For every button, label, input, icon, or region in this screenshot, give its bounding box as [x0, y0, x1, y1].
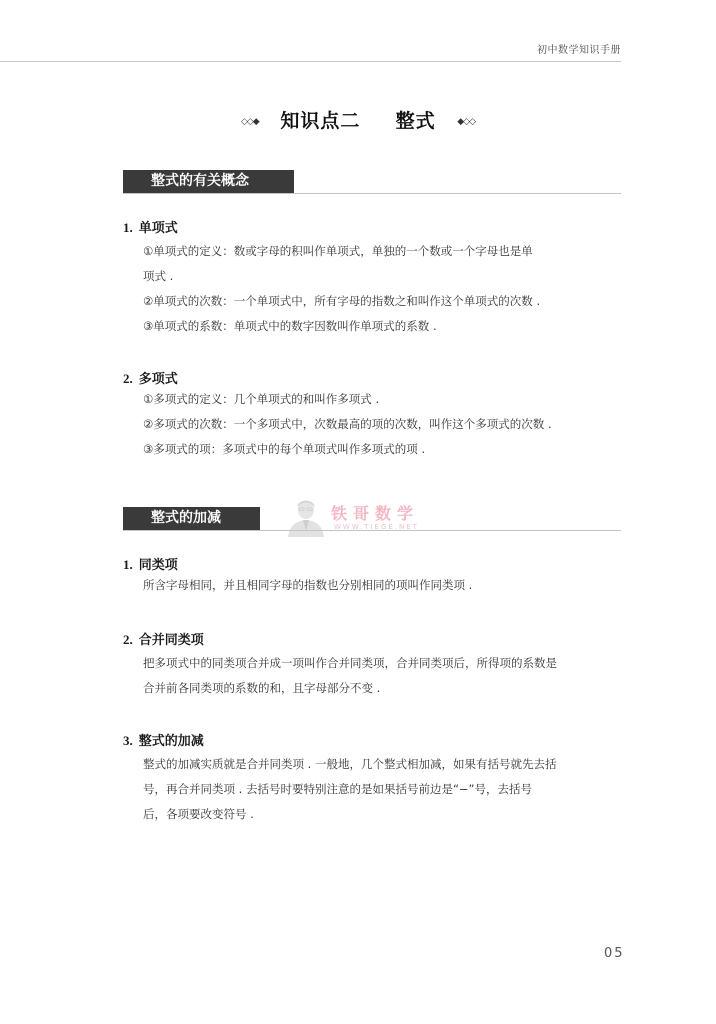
item-line: 把多项式中的同类项合并成一项叫作合并同类项，合并同类项后，所得项的系数是	[143, 656, 557, 670]
item-line: 号，再合并同类项 . 去括号时要特别注意的是如果括号前边是“−”号，去括号	[143, 782, 533, 796]
section-title: 整式的加减	[123, 507, 260, 530]
item-number: 1.	[123, 557, 133, 572]
item-heading	[123, 369, 623, 389]
section-header-addition-subtraction	[123, 507, 621, 531]
item-line: ①多项式的定义：几个单项式的和叫作多项式 .	[143, 392, 380, 406]
item-heading	[123, 218, 623, 238]
item-heading	[123, 731, 623, 751]
item-line: 后，各项要改变符号 .	[143, 807, 254, 821]
running-header	[0, 0, 621, 62]
watermark-text: 铁哥数学	[331, 504, 420, 523]
item-line: ②单项式的次数：一个单项式中，所有字母的指数之和叫作这个单项式的次数 .	[143, 294, 541, 308]
item-line: ①单项式的定义：数或字母的积叫作单项式，单独的一个数或一个字母也是单	[143, 244, 533, 258]
item-line: ③多项式的项：多项式中的每个单项式叫作多项式的项 .	[143, 442, 426, 456]
list-item-like-terms	[123, 555, 623, 598]
item-line: 所含字母相同，并且相同字母的指数也分别相同的项叫作同类项 .	[143, 578, 473, 592]
list-item-monomial	[123, 218, 623, 339]
diamond-ornament-icon: ◆◇◇	[457, 116, 476, 127]
item-line: 整式的加减实质就是合并同类项 . 一般地，几个整式相加减，如果有括号就先去括	[143, 757, 557, 771]
item-line: ②多项式的次数：一个多项式中，次数最高的项的次数，叫作这个多项式的次数 .	[143, 417, 552, 431]
item-heading	[123, 555, 623, 575]
item-line: 项式 .	[143, 269, 174, 283]
section-header-concepts	[123, 170, 621, 194]
item-heading-text: 同类项	[138, 558, 178, 573]
section-title: 整式的有关概念	[123, 170, 294, 193]
item-heading-text: 合并同类项	[138, 633, 204, 648]
diamond-ornament-icon: ◇◇◆	[240, 116, 259, 127]
watermark-url: WWW.TIEGE.NET	[334, 523, 419, 531]
item-number: 3.	[123, 733, 133, 748]
list-item-polynomial	[123, 369, 623, 462]
list-item-polynomial-addition	[123, 731, 623, 827]
chapter-title	[0, 106, 716, 133]
item-number: 1.	[123, 220, 133, 235]
item-number: 2.	[123, 371, 133, 386]
item-heading	[123, 630, 623, 650]
item-line: 合并前各同类项的系数的和，且字母部分不变 .	[143, 681, 381, 695]
item-line: ③单项式的系数：单项式中的数字因数叫作单项式的系数 .	[143, 319, 437, 333]
item-heading-text: 多项式	[138, 372, 178, 387]
item-heading-text: 单项式	[138, 221, 178, 236]
item-heading-text: 整式的加减	[138, 734, 204, 749]
chapter-title-part1: 知识点二	[280, 110, 361, 132]
list-item-combining-like-terms	[123, 630, 623, 701]
chapter-title-part2: 整式	[395, 110, 436, 132]
book-title: 初中数学知识手册	[537, 45, 621, 56]
item-number: 2.	[123, 632, 133, 647]
page-number: 05	[604, 946, 625, 961]
